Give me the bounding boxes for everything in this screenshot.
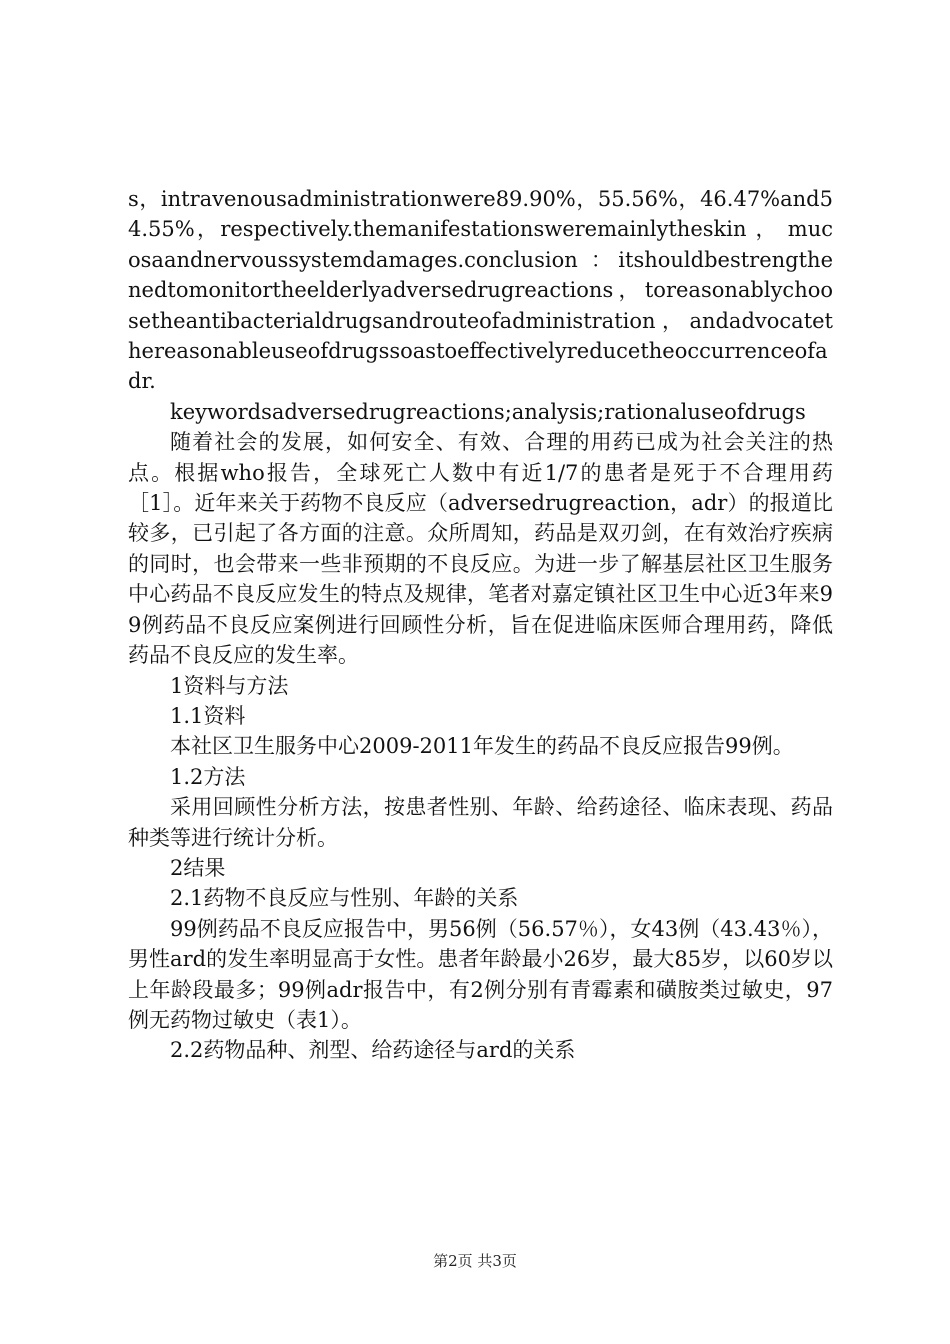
abstract-continuation: s，intravenousadministrationwere89.90%，55.56%，46.47%and54.55%，respectively.themanifestationsweremainlytheskin ， mucosaandnervoussystemdamages.conclusion ：itshouldbestrengthenedtomonitortheelderlyadversedrugreactions，toreasonablychoosetheantibacterialdrugsandrouteofadministration，andadvocatethereasonableuseofdrugssoastoeffectivelyreducetheoccurrenceofadr. <box>128 187 833 394</box>
gender-age-paragraph: 99例药品不良反应报告中，男56例（56.57％），女43例（43.43％），男性ard的发生率明显高于女性。患者年龄最小26岁，最大85岁，以60岁以上年龄段最多；99例adr报告中，有2例分别有青霉素和磺胺类过敏史，97例无药物过敏史（表1）。 <box>128 916 833 1032</box>
section-heading-methods: 1资料与方法 <box>170 673 289 698</box>
page-indicator: 第2页 共3页 <box>433 1252 517 1270</box>
subsection-heading-gender-age: 2.1药物不良反应与性别、年龄的关系 <box>170 886 519 911</box>
section-heading-results: 2结果 <box>170 855 226 880</box>
keywords-line: keywordsadversedrugreactions;analysis;rationaluseofdrugs <box>170 399 806 424</box>
document-body <box>128 184 833 1066</box>
subsection-heading-method: 1.2方法 <box>170 764 246 789</box>
subsection-heading-materials: 1.1资料 <box>170 703 246 728</box>
method-paragraph: 采用回顾性分析方法，按患者性别、年龄、给药途径、临床表现、药品种类等进行统计分析。 <box>128 795 833 850</box>
materials-paragraph: 本社区卫生服务中心2009-2011年发生的药品不良反应报告99例。 <box>170 734 794 759</box>
subsection-heading-drug-route: 2.2药物品种、剂型、给药途径与ard的关系 <box>170 1038 576 1063</box>
intro-paragraph: 随着社会的发展，如何安全、有效、合理的用药已成为社会关注的热点。根据who报告，全球死亡人数中有近1/7的患者是死于不合理用药［1］。近年来关于药物不良反应（adversedrugreaction，adr）的报道比较多，已引起了各方面的注意。众所周知，药品是双刃剑，在有效治疗疾病的同时，也会带来一些非预期的不良反应。为进一步了解基层社区卫生服务中心药品不良反应发生的特点及规律，笔者对嘉定镇社区卫生中心近3年来99例药品不良反应案例进行回顾性分析，旨在促进临床医师合理用药，降低药品不良反应的发生率。 <box>128 430 833 668</box>
page-footer <box>0 1250 950 1271</box>
